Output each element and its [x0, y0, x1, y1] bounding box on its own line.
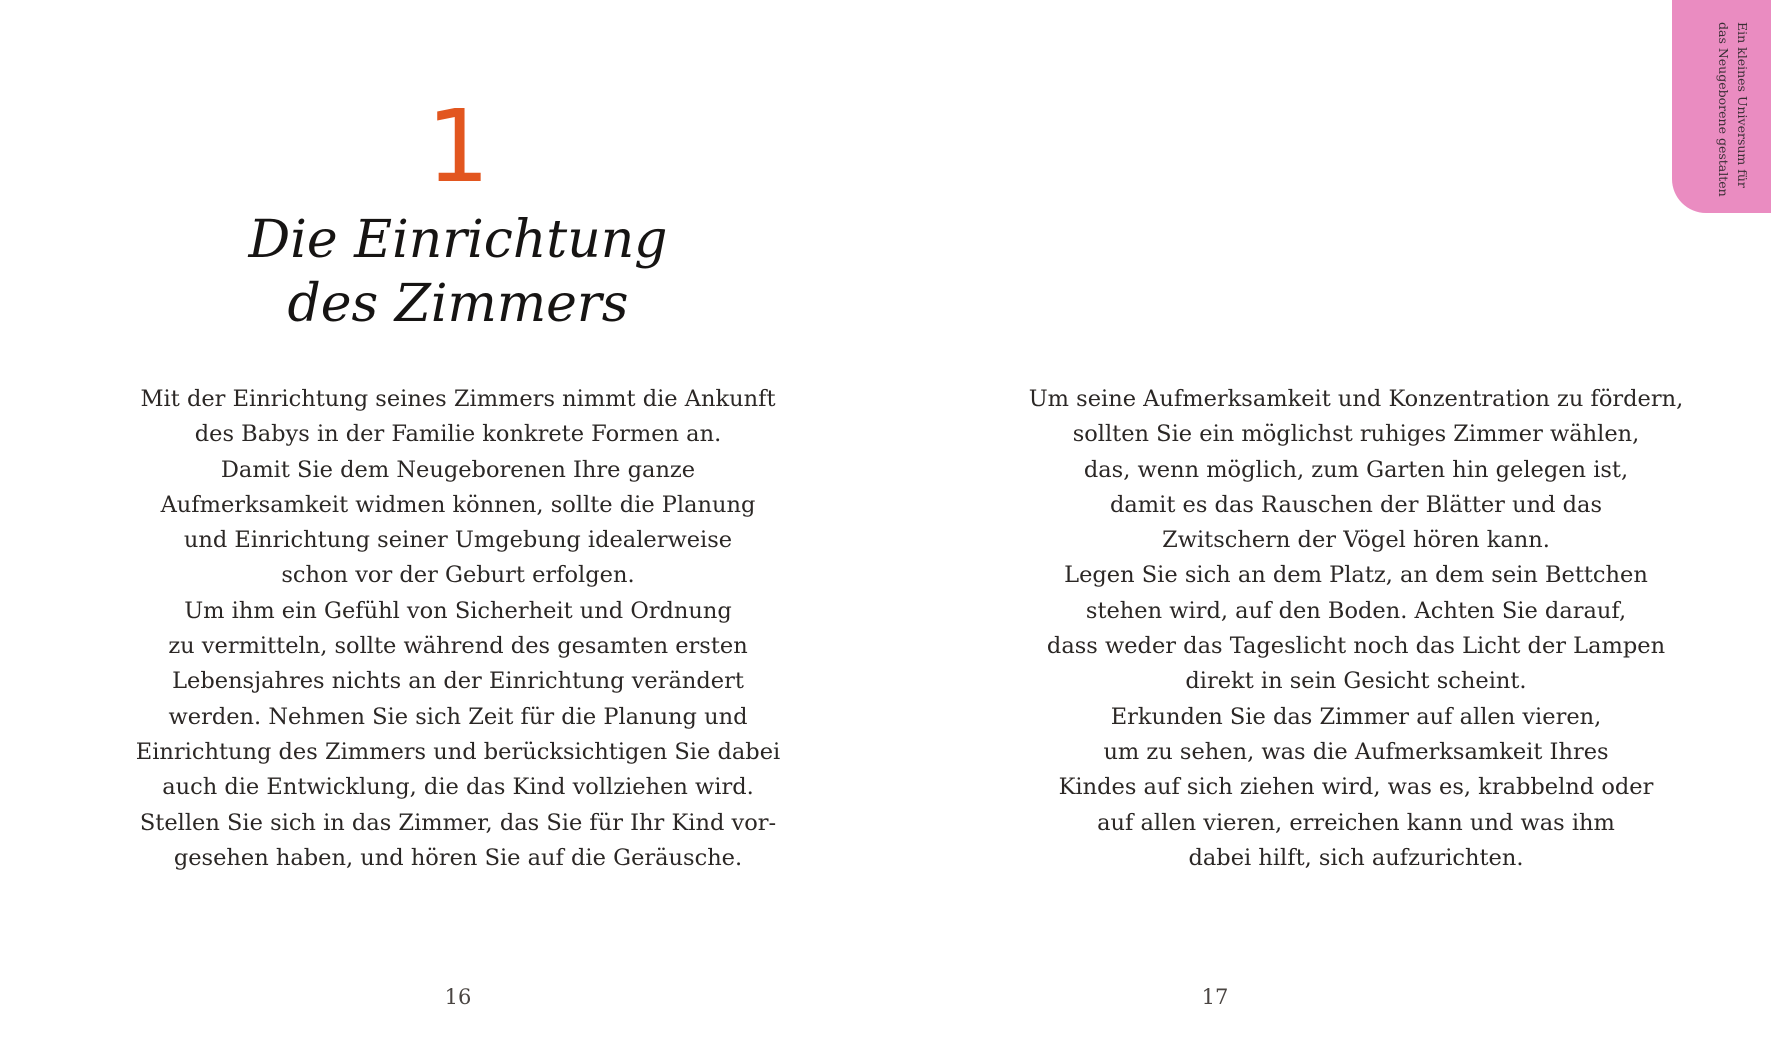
text-line: auch die Entwicklung, die das Kind vollziehen wird. — [162, 774, 754, 801]
text-line: Legen Sie sich an dem Platz, an dem sein Bettchen — [1064, 562, 1648, 589]
text-line: Um seine Aufmerksamkeit und Konzentration zu fördern, — [1028, 386, 1684, 412]
text-line: dabei hilft, sich aufzurichten. — [1188, 844, 1524, 871]
text-line: Um ihm ein Gefühl von Sicherheit und Ordnung — [184, 597, 732, 624]
text-line: stehen wird, auf den Boden. Achten Sie darauf, — [1085, 597, 1627, 624]
text-line: um zu sehen, was die Aufmerksamkeit Ihres — [1103, 738, 1609, 765]
chapter-title-line: Die Einrichtung — [248, 210, 668, 270]
chapter-title-line: des Zimmers — [287, 274, 629, 334]
side-tab-line: Ein kleines Universum für — [1735, 22, 1750, 188]
left-body-text — [120, 382, 796, 876]
chapter-title — [0, 208, 916, 336]
text-line: und Einrichtung seiner Umgebung idealerweise — [183, 527, 733, 554]
text-line: schon vor der Geburt erfolgen. — [281, 562, 635, 589]
text-line: Zwitschern der Vögel hören kann. — [1162, 527, 1550, 554]
chapter-side-tab — [1672, 0, 1771, 213]
text-line: zu vermitteln, sollte während des gesamten ersten — [168, 633, 748, 660]
page-number-right: 17 — [1201, 985, 1229, 1009]
text-line: sollten Sie ein möglichst ruhiges Zimmer wählen, — [1072, 421, 1640, 448]
text-line: gesehen haben, und hören Sie auf die Geräusche. — [173, 844, 743, 871]
right-body-text — [1020, 382, 1692, 876]
text-line: damit es das Rauschen der Blätter und das — [1109, 491, 1602, 518]
chapter-number: 1 — [426, 88, 490, 205]
text-line: Damit Sie dem Neugeborenen Ihre ganze — [220, 456, 696, 483]
text-line: Kindes auf sich ziehen wird, was es, krabbelnd oder — [1058, 774, 1654, 801]
text-line: Einrichtung des Zimmers und berücksichtigen Sie dabei — [135, 738, 781, 765]
text-line: dass weder das Tageslicht noch das Licht der Lampen — [1046, 633, 1666, 660]
page-number-left: 16 — [444, 985, 472, 1009]
text-line: Stellen Sie sich in das Zimmer, das Sie für Ihr Kind vor- — [139, 809, 777, 836]
text-line: werden. Nehmen Sie sich Zeit für die Planung und — [168, 703, 748, 730]
text-line: des Babys in der Familie konkrete Formen an. — [194, 421, 722, 448]
text-line: Aufmerksamkeit widmen können, sollte die Planung — [160, 491, 756, 518]
text-line: Mit der Einrichtung seines Zimmers nimmt die Ankunft — [140, 386, 776, 412]
text-line: Lebensjahres nichts an der Einrichtung verändert — [172, 668, 744, 695]
text-line: das, wenn möglich, zum Garten hin gelegen ist, — [1083, 456, 1629, 483]
text-line: direkt in sein Gesicht scheint. — [1185, 668, 1527, 695]
side-tab-line: das Neugeborene gestalten — [1716, 22, 1731, 197]
side-tab-label — [1692, 22, 1752, 197]
text-line: auf allen vieren, erreichen kann und was ihm — [1097, 809, 1615, 836]
text-line: Erkunden Sie das Zimmer auf allen vieren, — [1110, 703, 1602, 730]
right-page-content — [900, 0, 1771, 1062]
